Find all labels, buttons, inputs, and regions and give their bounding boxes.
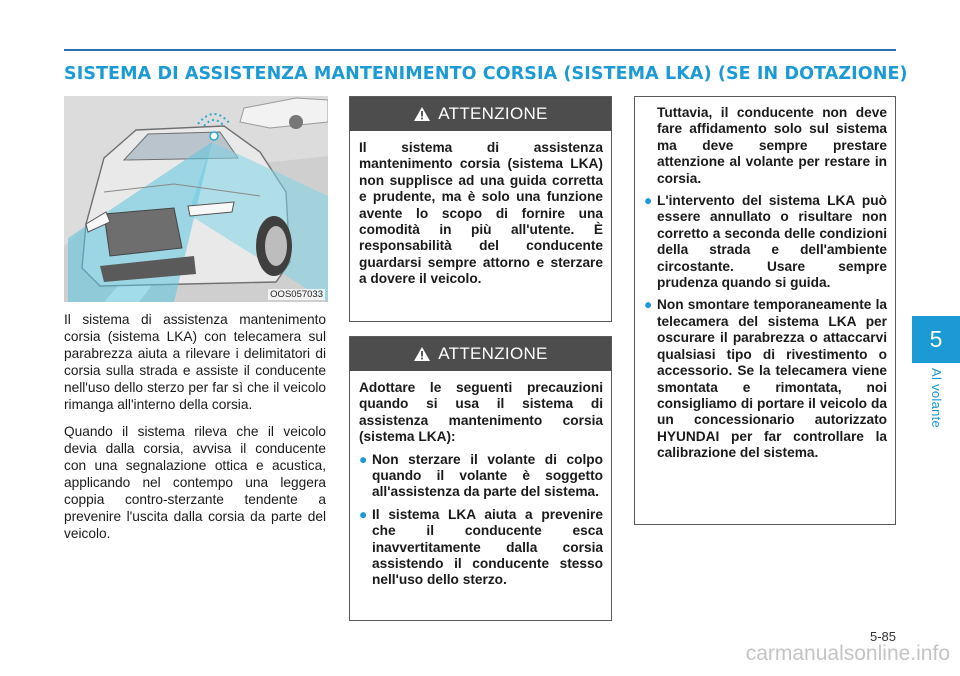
- warning-heading: ATTENZIONE: [438, 104, 548, 123]
- continuation-list-item: [644, 193, 887, 291]
- bullet-dot-icon: ●: [359, 451, 368, 467]
- bullet-dot-icon: ●: [359, 506, 368, 522]
- warning-list-text: Non sterzare il volante di colpo quando il volante è soggetto all'assistenza da parte del sistema.: [372, 451, 603, 500]
- warning-body: [350, 131, 611, 302]
- page-number: 5-85: [869, 629, 896, 644]
- header-rule: [64, 49, 896, 51]
- continuation-text: Tuttavia, il conducente non deve fare affidamento solo sul sistema ma deve sempre prestare attenzione al volante per restare in corsia.: [657, 105, 887, 186]
- warning-list-text: Il sistema LKA aiuta a prevenire che il conducente esca inavvertitamente dalla corsia assistendo il conducente stesso nell'uso dello sterzo.: [372, 506, 603, 588]
- continuation-list: [644, 193, 887, 462]
- chapter-tab: 5: [912, 316, 960, 363]
- section-title: SISTEMA DI ASSISTENZA MANTENIMENTO CORSIA (SISTEMA LKA) (SE IN DOTAZIONE): [64, 64, 908, 84]
- continuation-list-text: Non smontare temporaneamente la telecamera del sistema LKA per oscurare il parabrezza o attaccarvi qualsiasi tipo di rivestimento o accessorio. Se la telecamera viene smontata e rimontata, noi consigliamo di portare il veicolo da un concessionario autorizzato HYUNDAI per far controllare la calibrazione del sistema.: [657, 297, 887, 461]
- warning-box-responsibility: [349, 96, 612, 322]
- warning-heading: ATTENZIONE: [438, 344, 548, 363]
- warning-box-precautions: [349, 336, 612, 621]
- bullet-dot-icon: ●: [644, 193, 653, 209]
- warning-body: [350, 371, 611, 603]
- warning-text: Il sistema di assistenza mantenimento corsia (sistema LKA) non supplisce ad una guida corretta e prudente, ma è solo una funzione avente lo scopo di fornire una comodità in più all'utente. È responsabilità del conducente guardarsi sempre attorno e sterzare a dovere il veicolo.: [359, 140, 603, 287]
- continuation-list-item: [644, 297, 887, 461]
- warning-header: [350, 337, 611, 371]
- bullet-dot-icon: ●: [644, 297, 653, 313]
- warning-triangle-icon: [413, 106, 431, 122]
- warning-intro: Adottare le seguenti precauzioni quando si usa il sistema di assistenza mantenimento corsia (sistema LKA):: [359, 380, 603, 445]
- warning-triangle-icon: [413, 346, 431, 362]
- intro-text: [64, 311, 326, 551]
- watermark: carmanualsonline.info: [745, 642, 950, 665]
- continuation-list-text: L'intervento del sistema LKA può essere annullato o risultare non corretto a seconda delle condizioni della strada e dell'ambiente circostante. Usare sempre prudenza quando si guida.: [657, 193, 887, 291]
- chapter-label: Al volante: [929, 368, 944, 429]
- warning-header: [350, 97, 611, 131]
- warning-list-item: [359, 452, 603, 501]
- intro-paragraph: Il sistema di assistenza mantenimento corsia (sistema LKA) con telecamera sul parabrezza aiuta a rilevare i delimitatori di corsia sulla strada e assiste il conducente nell'uso dello sterzo per far sì che il veicolo rimanga all'interno della corsia.: [64, 312, 326, 413]
- warning-continuation-box: [634, 96, 896, 525]
- figure-code: OOS057033: [270, 289, 323, 300]
- intro-paragraph: Quando il sistema rileva che il veicolo devia dalla corsia, avvisa il conducente con una segnalazione ottica e acustica, applicando nel contempo una leggera coppia contro-sterzante tendente a prevenire l'uscita dalla corsia da parte del veicolo.: [64, 423, 326, 542]
- warning-list: [359, 452, 603, 589]
- warning-list-item: [359, 507, 603, 589]
- car-camera-illustration: [64, 96, 328, 302]
